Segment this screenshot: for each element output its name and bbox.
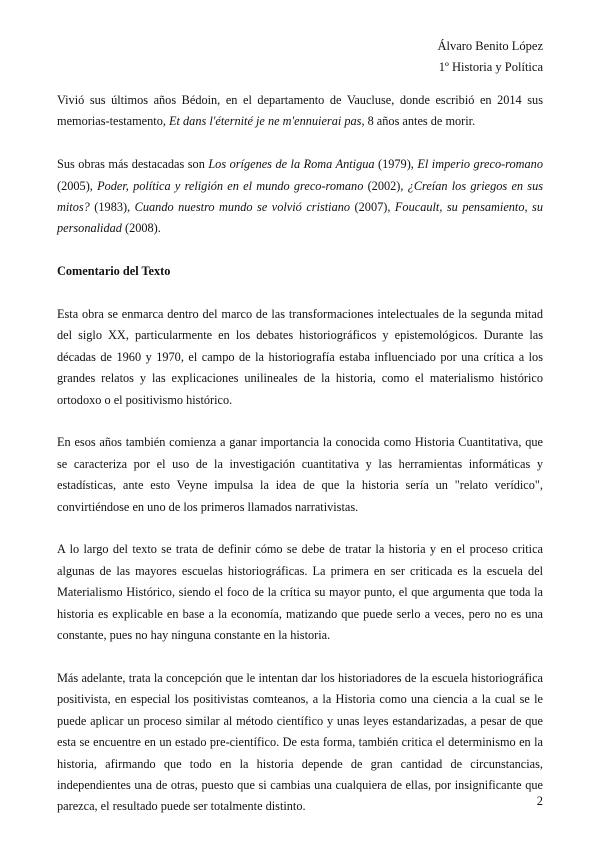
paragraph-quantitative-history: En esos años también comienza a ganar importancia la conocida como Historia Cuantitativa, que se caracteriza por el uso de la investigación cuantitativa y las herramientas informáticas y estadísticas, ante esto Veyne impulsa la idea de que la historia sería un "relato verídico", convirtiéndose en uno de los primeros llamados narrativistas. [57, 435, 543, 514]
paragraph-biography [57, 90, 543, 133]
italic-title: Et dans l'éternité je ne m'ennuierai pas [169, 114, 362, 129]
section-heading: Comentario del Texto [57, 264, 171, 279]
page-number: 2 [536, 794, 543, 808]
text-run: , 8 años antes de morir. [361, 114, 476, 129]
italic-title: ¿Creían los griegos en sus mitos? [57, 178, 543, 215]
italic-title: Los orígenes de la Roma Antigua [208, 157, 375, 172]
course-name: 1º Historia y Política [438, 60, 543, 74]
text-run: Vivió sus últimos años Bédoin, en el departamento de Vaucluse, donde escribió en 2014 sus memorias-testamento, [57, 93, 543, 129]
author-name: Álvaro Benito López [437, 39, 543, 53]
italic-title: Cuando nuestro mundo se volvió cristiano [134, 200, 351, 215]
paragraph-works [57, 154, 543, 240]
italic-title: Poder, política y religión en el mundo greco-romano [97, 178, 364, 193]
paragraph-materialism-critique: A lo largo del texto se trata de definir cómo se debe de tratar la historia y en el proceso critica algunas de las mayores escuelas historiográficas. La primera en ser criticada es la escuela del Materialismo Histórico, siendo el foco de la crítica su mayor punto, el que argumenta que toda la historia es explicable en base a la economía, matizando que puede serlo a veces, pero no es una constante, pues no hay ninguna constante en la historia. [57, 542, 543, 643]
text-run: (2008). [121, 221, 161, 236]
text-run: (2002), [363, 178, 408, 193]
text-run: Sus obras más destacadas son [57, 157, 209, 172]
paragraph-positivism-critique: Más adelante, trata la concepción que le intentan dar los historiadores de la escuela historiográfica positivista, en especial los positivistas comteanos, a la Historia como una ciencia a la cual se le puede aplicar un proceso similar al método científico y unas leyes estandarizadas, a pesar de que esta se encuentre en un estado pre-científico. De esta forma, también critica el determinismo en la historia, afirmando que todo en la historia depende de gran cantidad de circunstancias, independientes una de otras, puesto que si cambias una cualquiera de ellas, por insignificante que parezca, el resultado puede ser totalmente distinto. [57, 670, 543, 814]
text-run: (1979), [374, 157, 418, 172]
italic-title: El imperio greco-romano [417, 157, 543, 172]
text-run: (2007), [350, 200, 395, 215]
text-run: (1983), [89, 200, 135, 215]
page-header [437, 36, 543, 78]
italic-title: Foucault, su pensamiento, su personalidad [57, 200, 543, 236]
document-body [57, 90, 543, 818]
text-run: (2005), [57, 178, 98, 193]
paragraph-context: Esta obra se enmarca dentro del marco de las transformaciones intelectuales de la segunda mitad del siglo XX, particularmente en los debates historiográficos y epistemológicos. Durante las décadas de 1960 y 1970, el campo de la historiografía estaba influenciado por una crítica a los grandes relatos y las explicaciones unilineales de la historia, como el materialismo histórico ortodoxo o el positivismo histórico. [57, 307, 543, 407]
